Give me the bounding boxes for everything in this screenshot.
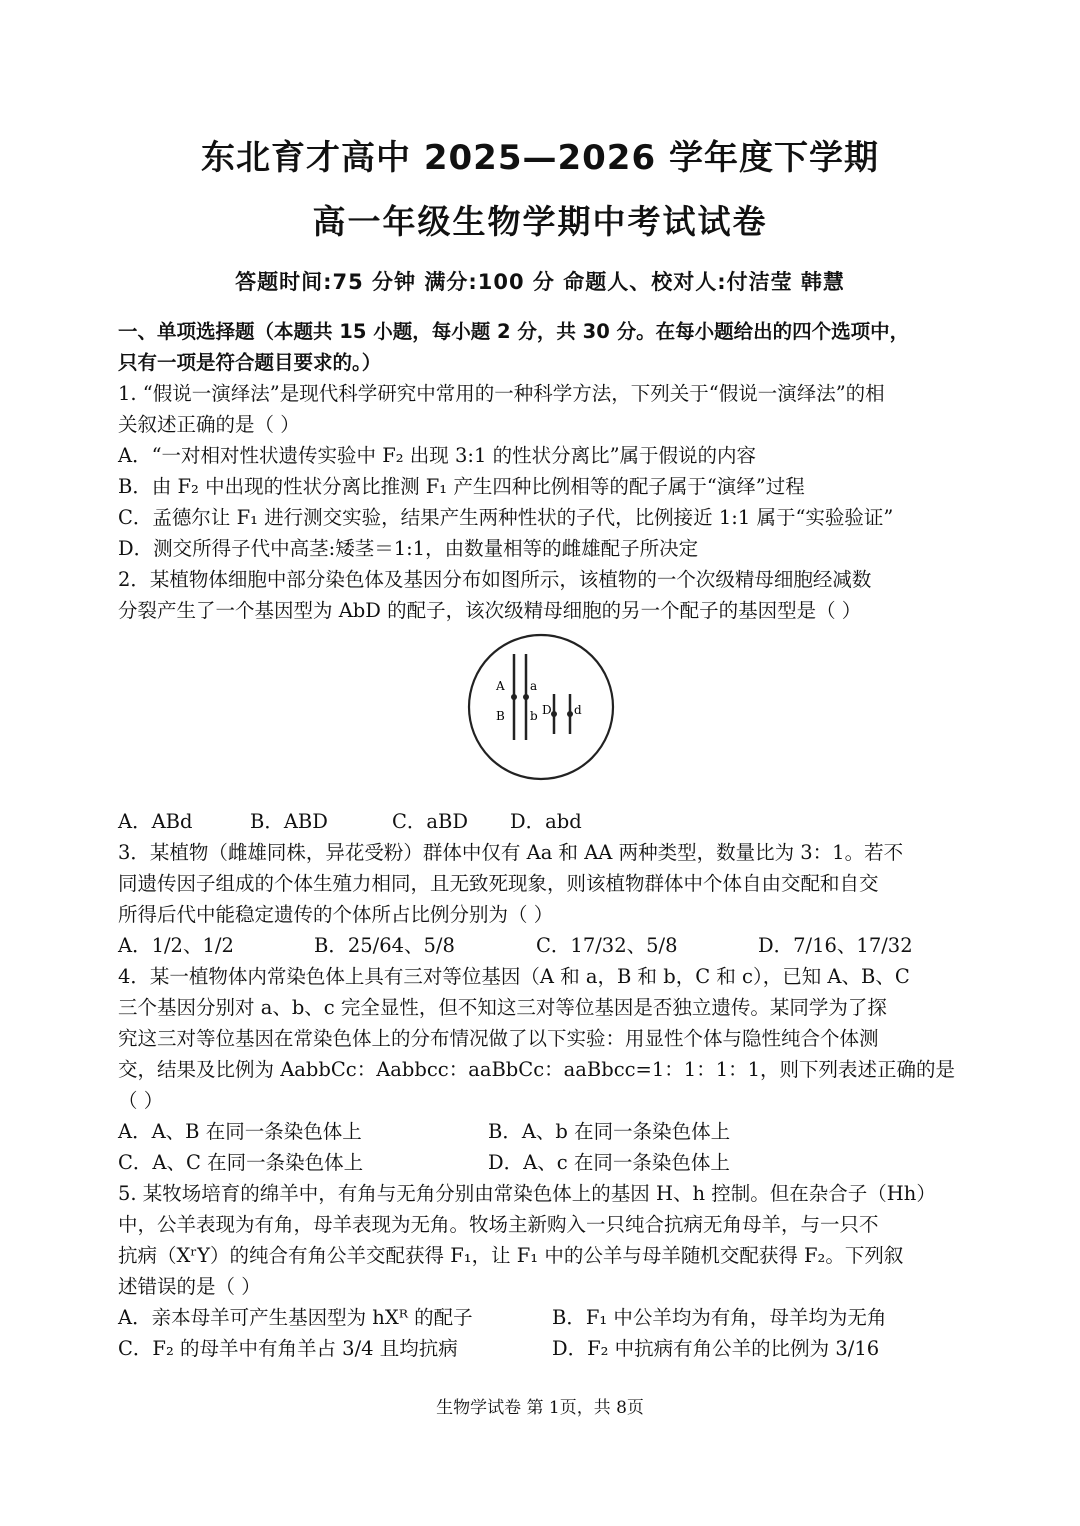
q4-option-d: D．A、c 在同一条染色体上 [488,1151,730,1174]
q3-option-c: C．17/32、5/8 [536,934,678,957]
gene-label-A: A [496,679,505,693]
q4-options-row2 [118,1147,970,1178]
section-heading: 一、单项选择题（本题共 15 小题，每小题 2 分，共 30 分。在每小题给出的四个选项中， [118,320,910,343]
q2-option-c: C．aBD [392,810,469,833]
gene-label-D: D [542,703,552,717]
centromere-4 [567,711,573,717]
q5-stem-cont3: 述错误的是（ ） [118,1275,261,1298]
page-footer: 生物学试卷 第 1页，共 8页 [436,1398,644,1418]
q1-option-b: B．由 F₂ 中出现的性状分离比推测 F₁ 产生四种比例相等的配子属于“演绎”过程 [118,475,805,498]
q5-stem: 5. 某牧场培育的绵羊中，有角与无角分别由常染色体上的基因 H、h 控制。但在杂合子（Hh） [118,1182,936,1205]
q1-stem-cont: 关叙述正确的是（ ） [118,413,300,436]
q1-option-c: C．孟德尔让 F₁ 进行测交实验，结果产生两种性状的子代，比例接近 1:1 属于“实验验证” [118,506,894,529]
q4-options-row1 [118,1116,970,1147]
q4-option-c: C．A、C 在同一条染色体上 [118,1151,364,1174]
gene-label-a: a [530,679,538,693]
q5-stem-cont: 中，公羊表现为有角，母羊表现为无角。牧场主新购入一只纯合抗病无角母羊，与一只不 [118,1213,879,1236]
q5-option-c: C．F₂ 的母羊中有角羊占 3/4 且均抗病 [118,1337,458,1360]
q4-stem-cont4: （ ） [118,1089,164,1112]
gene-label-b: b [530,709,538,723]
q2-stem: 2．某植物体细胞中部分染色体及基因分布如图所示，该植物的一个次级精母细胞经减数 [118,568,872,591]
centromere-2 [523,694,529,700]
centromere-1 [511,694,517,700]
q2-option-a: A．ABd [118,810,193,833]
q3-option-d: D．7/16、17/32 [758,934,913,957]
q2-stem-cont: 分裂产生了一个基因型为 AbD 的配子，该次级精母细胞的另一个配子的基因型是（ ） [118,599,862,622]
q5-option-b: B．F₁ 中公羊均为有角，母羊均为无角 [552,1306,887,1329]
q1-option-d: D．测交所得子代中高茎:矮茎＝1:1，由数量相等的雌雄配子所决定 [118,537,699,560]
q4-stem-cont: 三个基因分别对 a、b、c 完全显性，但不知这三对等位基因是否独立遗传。某同学为了探 [118,996,887,1019]
q2-option-d: D．abd [510,810,582,833]
centromere-3 [551,711,557,717]
exam-meta: 答题时间:75 分钟 满分:100 分 命题人、校对人:付洁莹 韩慧 [235,270,845,294]
q3-options [118,930,970,961]
q5-stem-cont2: 抗病（XʳY）的纯合有角公羊交配获得 F₁，让 F₁ 中的公羊与母羊随机交配获得 F₂。下列叙 [118,1244,904,1267]
cell-membrane [469,635,613,779]
q5-option-d: D．F₂ 中抗病有角公羊的比例为 3/16 [552,1337,880,1360]
gene-label-B: B [496,709,505,723]
q4-stem: 4．某一植物体内常染色体上具有三对等位基因（A 和 a，B 和 b，C 和 c），已知 A、B、C [118,965,910,988]
q2-options [118,806,970,837]
q1-option-a: A．“一对相对性状遗传实验中 F₂ 出现 3:1 的性状分离比”属于假说的内容 [118,444,757,467]
q3-stem-cont2: 所得后代中能稳定遗传的个体所占比例分别为（ ） [118,903,554,926]
q3-stem-cont: 同遗传因子组成的个体生殖力相同，且无致死现象，则该植物群体中个体自由交配和自交 [118,872,879,895]
q5-options-row1 [118,1302,970,1333]
q4-option-b: B．A、b 在同一条染色体上 [488,1120,731,1143]
section-heading-cont: 只有一项是符合题目要求的。） [118,351,382,374]
exam-subtitle: 高一年级生物学期中考试试卷 [312,202,768,241]
exam-content [118,316,970,1364]
q3-stem: 3．某植物（雌雄同株，异花受粉）群体中仅有 Aa 和 AA 两种类型，数量比为 3：1。若不 [118,841,904,864]
q3-option-b: B．25/64、5/8 [314,934,455,957]
exam-title: 东北育才高中 2025—2026 学年度下学期 [201,138,879,178]
q5-option-a: A．亲本母羊可产生基因型为 hXᴿ 的配子 [118,1306,473,1329]
q3-option-a: A．1/2、1/2 [118,934,234,957]
q2-option-b: B．ABD [250,810,328,833]
q4-stem-cont3: 交，结果及比例为 AabbCc：Aabbcc：aaBbCc：aaBbcc=1：1：1：1，则下列表述正确的是 [118,1058,956,1081]
gene-label-d: d [574,703,582,717]
cell-diagram [466,632,616,782]
q4-option-a: A．A、B 在同一条染色体上 [118,1120,362,1143]
chromosome-figure [118,626,970,806]
q5-options-row2 [118,1333,970,1364]
q4-stem-cont2: 究这三对等位基因在常染色体上的分布情况做了以下实验：用显性个体与隐性纯合个体测 [118,1027,879,1050]
q1-stem: 1. “假说一演绎法”是现代科学研究中常用的一种科学方法，下列关于“假说一演绎法”的相 [118,382,885,405]
